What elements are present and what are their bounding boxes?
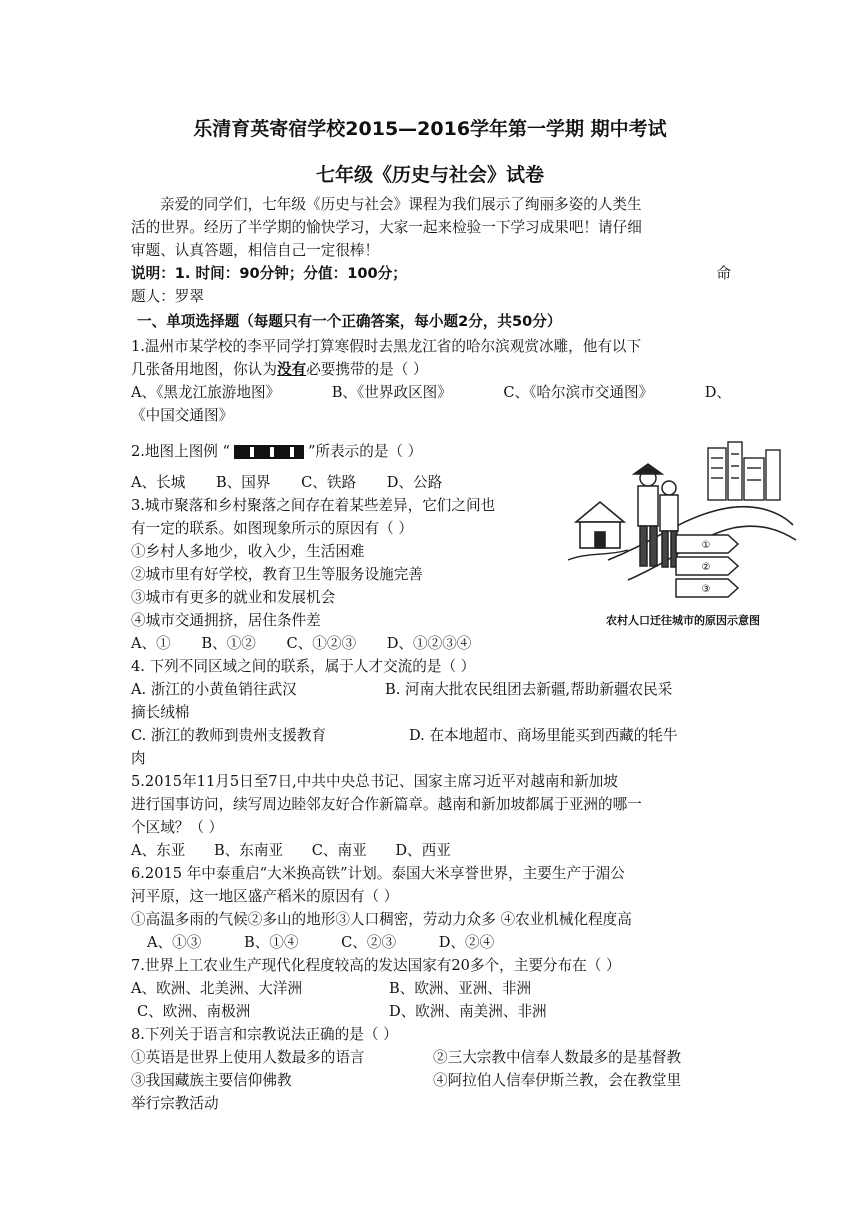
q7-option-d: D、欧洲、南美洲、非洲	[389, 1003, 547, 1020]
notes-line-2: 题人：罗翠	[131, 288, 204, 305]
q2-option-d: D、公路	[386, 474, 443, 491]
q2-stem-b: ”所表示的是（ ）	[308, 443, 423, 460]
q6-line-1: 6.2015 年中泰重启“大米换高铁”计划。泰国大米享誉世界，主要生产于湄公	[131, 865, 625, 882]
arrow-label-2: ②	[701, 562, 711, 573]
q3-statement-2: ②城市里有好学校，教育卫生等服务设施完善	[131, 566, 423, 583]
q5-option-c: C、南亚	[311, 842, 367, 859]
q2-option-c: C、铁路	[301, 474, 357, 491]
q8-statements-34	[131, 1070, 731, 1092]
q3-option-c: C、①②③	[286, 635, 357, 652]
section-heading: 一、单项选择题（每题只有一个正确答案，每小题2分，共50分）	[137, 313, 562, 330]
q5-line-3: 个区域？（ ）	[131, 819, 224, 836]
notes-right: 命	[716, 265, 731, 282]
q3-line-2: 有一定的联系。如图现象所示的原因有（ ）	[131, 520, 413, 537]
q6-option-a: A、①③	[147, 934, 202, 951]
exam-title: 乐清育英寄宿学校2015—2016学年第一学期 期中考试	[193, 118, 667, 140]
q1-option-a: A、《黑龙江旅游地图》	[131, 384, 281, 401]
q8-statement-4: ④阿拉伯人信奉伊斯兰教，会在教堂里	[433, 1072, 682, 1089]
q1-text-a: 几张备用地图，你认为	[131, 361, 277, 378]
q5-line-2: 进行国事访问，续写周边睦邻友好合作新篇章。越南和新加坡都属于亚洲的哪一	[131, 796, 642, 813]
q4-option-c: C. 浙江的教师到贵州支援教育	[131, 727, 327, 744]
migration-illustration-icon	[568, 440, 798, 610]
q4-option-d-cont: 肉	[131, 750, 146, 767]
q3-option-d: D、①②③④	[386, 635, 472, 652]
q1-text-b: 必要携带的是（ ）	[306, 361, 428, 378]
intro-line-3: 审题、认真答题，相信自己一定很棒！	[131, 242, 380, 259]
q4-option-b-cont: 摘长绒棉	[131, 704, 190, 721]
exam-subtitle: 七年级《历史与社会》试卷	[315, 164, 544, 186]
q5-option-a: A、东亚	[131, 842, 186, 859]
arrow-label-3: ③	[701, 584, 711, 595]
q7-stem: 7.世界上工农业生产现代化程度较高的发达国家有20多个，主要分布在（ ）	[131, 957, 621, 974]
arrow-label-1: ①	[701, 540, 711, 551]
q3-statement-3: ③城市有更多的就业和发展机会	[131, 589, 336, 606]
intro-line-1: 亲爱的同学们，七年级《历史与社会》课程为我们展示了绚丽多姿的人类生	[160, 196, 642, 213]
q3-option-a: A、①	[131, 635, 171, 652]
q6-option-b: B、①④	[243, 934, 299, 951]
q3-line-1: 3.城市聚落和乡村聚落之间存在着某些差异，它们之间也	[131, 497, 496, 514]
q8-statements-12	[131, 1047, 731, 1069]
q8-statement-2: ②三大宗教中信奉人数最多的是基督教	[433, 1049, 682, 1066]
map-legend-symbol-icon	[234, 445, 304, 459]
q4-stem: 4. 下列不同区域之间的联系，属于人才交流的是（ ）	[131, 658, 476, 675]
q7-options-cd	[137, 1001, 737, 1023]
q4-options-cd	[131, 725, 731, 747]
q2-stem-a: 2.地图上图例 “	[131, 443, 230, 460]
q7-option-c: C、欧洲、南极洲	[137, 1003, 251, 1020]
q5-option-b: B、东南亚	[213, 842, 284, 859]
q6-line-2: 河平原，这一地区盛产稻米的原因有（ ）	[131, 888, 399, 905]
q6-options	[147, 932, 547, 954]
q3-option-b: B、①②	[201, 635, 256, 652]
q4-option-d: D. 在本地超市、商场里能买到西藏的牦牛	[409, 727, 678, 744]
notes-text: 说明：1. 时间：90分钟；分值：100分；	[131, 265, 407, 282]
q8-statement-1: ①英语是世界上使用人数最多的语言	[131, 1049, 365, 1066]
q1-option-d-cont: 《中国交通图》	[131, 407, 234, 424]
q7-option-b: B、欧洲、亚洲、非洲	[389, 980, 532, 997]
q5-line-1: 5.2015年11月5日至7日,中共中央总书记、国家主席习近平对越南和新加坡	[131, 773, 618, 790]
intro-line-2: 活的世界。经历了半学期的愉快学习，大家一起来检验一下学习成果吧！请仔细	[131, 219, 642, 236]
q8-statement-4-cont: 举行宗教活动	[131, 1095, 219, 1112]
q5-options	[131, 840, 531, 862]
q8-stem: 8.下列关于语言和宗教说法正确的是（ ）	[131, 1026, 398, 1043]
q2-option-a: A、长城	[131, 474, 186, 491]
q3-options	[131, 633, 531, 655]
q8-statement-3: ③我国藏族主要信仰佛教	[131, 1072, 292, 1089]
q1-option-b: B、《世界政区图》	[331, 384, 452, 401]
notes-line-1	[131, 263, 731, 285]
q7-option-a: A、欧洲、北美洲、大洋洲	[131, 980, 303, 997]
q1-option-c: C、《哈尔滨市交通图》	[503, 384, 654, 401]
q6-option-c: C、②③	[341, 934, 397, 951]
figure-caption: 农村人口迁往城市的原因示意图	[606, 614, 760, 627]
q1-line-2	[131, 359, 731, 381]
migration-figure	[568, 440, 798, 636]
q4-options-ab	[131, 679, 731, 701]
q6-statements: ①高温多雨的气候②多山的地形③人口稠密，劳动力众多 ④农业机械化程度高	[131, 911, 632, 928]
q4-option-b: B. 河南大批农民组团去新疆,帮助新疆农民采	[385, 681, 673, 698]
q1-underlined: 没有	[276, 361, 307, 378]
q6-option-d: D、②④	[438, 934, 495, 951]
q2-option-b: B、国界	[215, 474, 271, 491]
q3-statement-4: ④城市交通拥挤，居住条件差	[131, 612, 321, 629]
q5-option-d: D、西亚	[395, 842, 451, 859]
q1-option-d: D、	[704, 384, 731, 401]
q7-options-ab	[131, 978, 731, 1000]
q2-options	[131, 472, 531, 494]
q4-option-a: A. 浙江的小黄鱼销往武汉	[131, 681, 297, 698]
q3-statement-1: ①乡村人多地少，收入少，生活困难	[131, 543, 365, 560]
q1-line-1: 1.温州市某学校的李平同学打算寒假时去黑龙江省的哈尔滨观赏冰雕，他有以下	[131, 338, 642, 355]
q1-options	[131, 382, 731, 404]
